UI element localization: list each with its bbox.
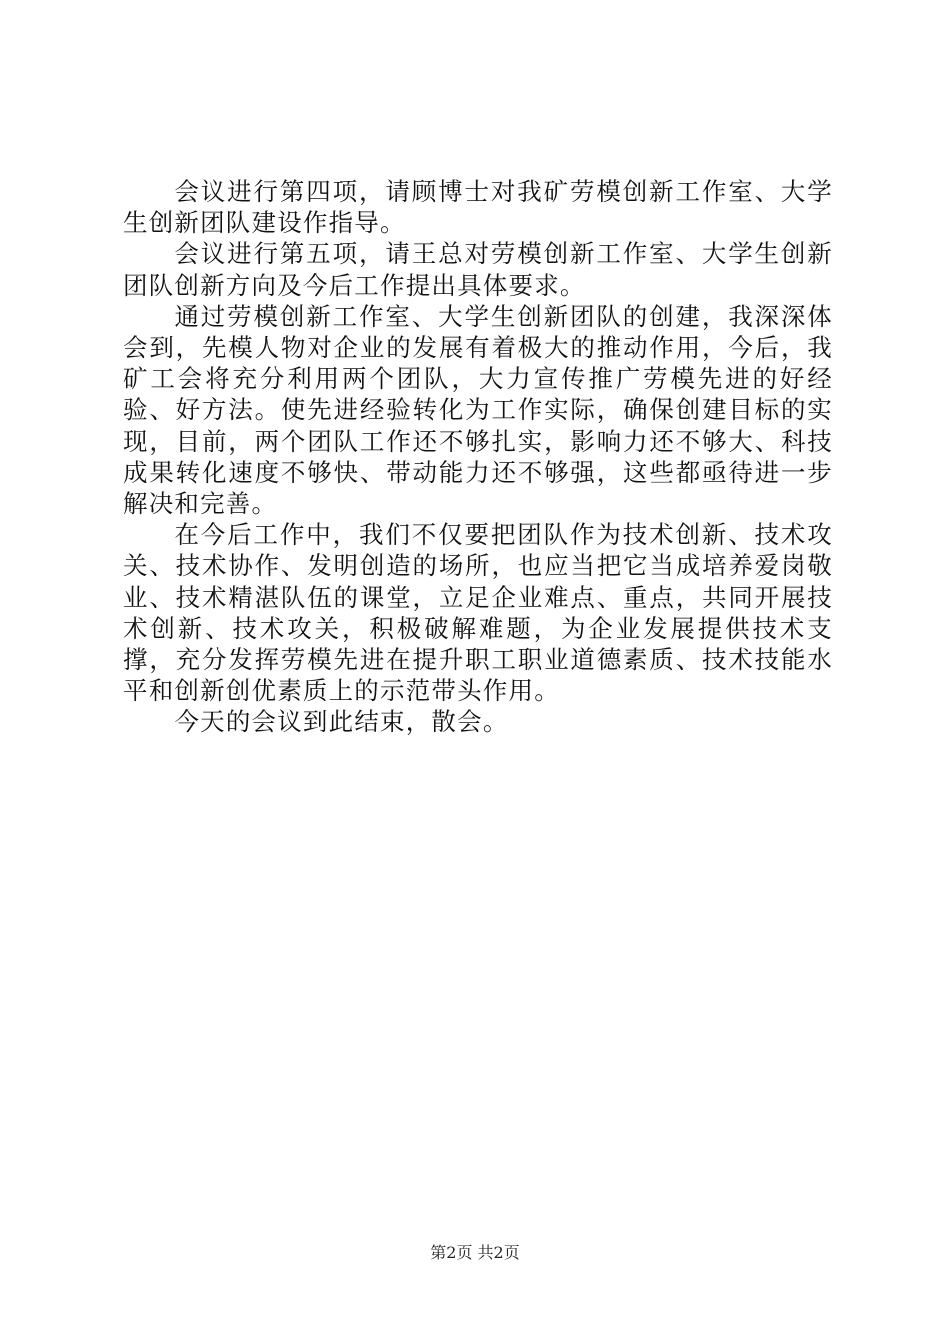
page-number-footer: 第2页 共2页 [430,1243,520,1262]
document-body [123,176,833,738]
paragraph-item-5: 会议进行第五项，请王总对劳模创新工作室、大学生创新团队创新方向及今后工作提出具体要求。 [123,239,833,300]
paragraph-future-work: 在今后工作中，我们不仅要把团队作为技术创新、技术攻关、技术协作、发明创造的场所，也应当把它当成培养爱岗敬业、技术精湛队伍的课堂，立足企业难点、重点，共同开展技术创新、技术攻关，积极破解难题，为企业发展提供技术支撑，充分发挥劳模先进在提升职工职业道德素质、技术技能水平和创新创优素质上的示范带头作用。 [123,520,833,706]
paragraph-item-4: 会议进行第四项，请顾博士对我矿劳模创新工作室、大学生创新团队建设作指导。 [123,177,833,238]
paragraph-reflection: 通过劳模创新工作室、大学生创新团队的创建，我深深体会到，先模人物对企业的发展有着极大的推动作用，今后，我矿工会将充分利用两个团队，大力宣传推广劳模先进的好经验、好方法。使先进经验转化为工作实际，确保创建目标的实现，目前，两个团队工作还不够扎实，影响力还不够大、科技成果转化速度不够快、带动能力还不够强，这些都亟待进一步解决和完善。 [123,301,833,519]
paragraph-closing: 今天的会议到此结束，散会。 [174,707,509,737]
